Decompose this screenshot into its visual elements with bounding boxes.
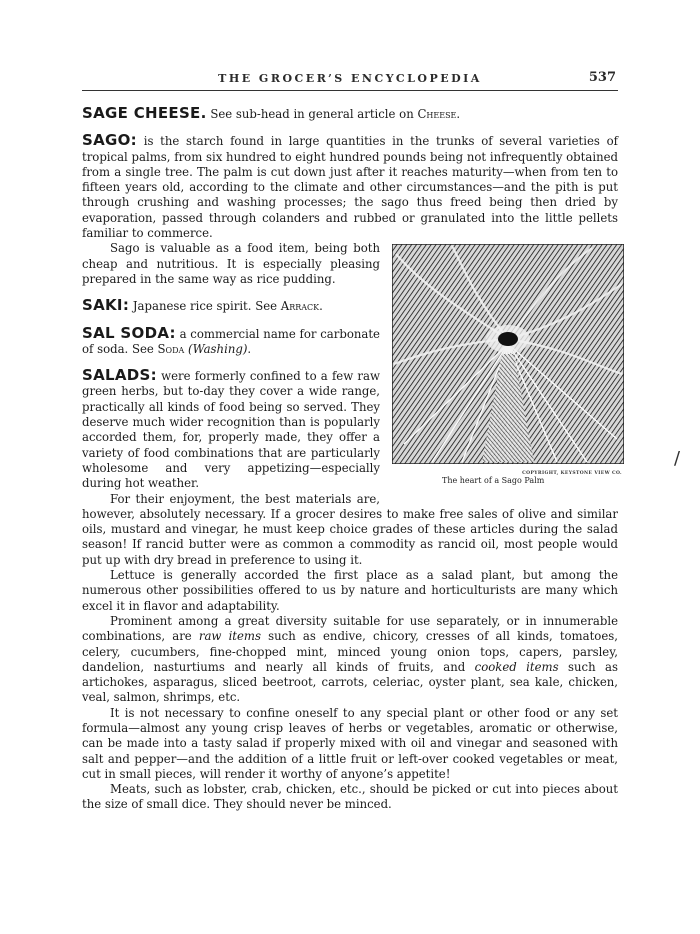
- salads-paragraph-3: Lettuce is generally accorded the first place as a salad plant, but among the numerous other possibilities offered to us by nature and horticulturists are many which excel it in flavor and adaptability.: [82, 568, 618, 613]
- entry-text: See sub-head in general article on: [206, 107, 418, 121]
- headword-saki: SAKI:: [82, 296, 130, 315]
- entry-text: Prominent among a great diversity suitable for use separately, or in innumerable combinations, are: [82, 613, 618, 644]
- salads-paragraph-4: [82, 614, 618, 706]
- entry-sage-cheese: [82, 106, 618, 122]
- entry-text: such as endive, chicory, cresses of all kinds, tomatoes, celery, cucumbers, fine-chopped mint, minced young onion tops, capers, parsley, dandelion, nasturtiums and nearly all kinds of fruits, and: [82, 629, 618, 674]
- entry-text: a commercial name for carbonate of soda. See: [82, 326, 380, 356]
- article-body: [82, 100, 622, 813]
- entry-text: .: [319, 299, 323, 314]
- figure-caption: The heart of a Sago Palm: [442, 476, 545, 486]
- entry-text: .: [456, 107, 461, 121]
- photo-credit: COPYRIGHT, KEYSTONE VIEW CO.: [522, 471, 622, 477]
- running-head: [82, 70, 618, 91]
- cross-reference-italic: (Washing): [188, 341, 248, 356]
- headword-sage-cheese: SAGE CHEESE.: [82, 104, 207, 122]
- headword-sal-soda: SAL SODA:: [82, 323, 176, 342]
- salads-paragraph-6: Meats, such as lobster, crab, chicken, etc., should be picked or cut into pieces about the size of small dice. They should never be minced.: [82, 782, 618, 812]
- sago-palm-figure: [392, 244, 624, 488]
- emphasis-raw-items: raw items: [198, 629, 261, 644]
- headword-sago: SAGO:: [82, 131, 137, 150]
- cross-reference: Cheese: [417, 107, 457, 121]
- entry-text: such as artichokes, asparagus, sliced beetroot, carrots, celeriac, oyster plant, sea kale, chicken, veal, salmon, shrimps, etc.: [82, 659, 619, 705]
- entry-text: is the starch found in large quantities in the trunks of several varieties of tropical palms, from six hundred to eight hundred pounds being not infrequently obtained from a single tree. The palm is cut down just after it reaches maturity—when from ten to fifteen years old, according to the climate and other circumstances—and the pith is put through crushing and washing processes; the sago thus freed being then dried by evaporation, passed through colanders and rubbed or granulated into the little pellets familiar to commerce.: [82, 134, 618, 241]
- emphasis-cooked-items: cooked items: [474, 659, 559, 674]
- sago-paragraph-2: Sago is valuable as a food item, being both cheap and nutritious. It is especially pleasing prepared in the same way as rice pudding.: [82, 241, 380, 286]
- running-title: THE GROCER’S ENCYCLOPEDIA: [218, 72, 482, 85]
- margin-pencil-mark: /: [674, 448, 681, 469]
- entry-text: were formerly confined to a few raw green herbs, but to-day they cover a wide range, practically all kinds of food being so served. They deserve much wider recognition than is popularly accorded them, for, properly made, they offer a variety of food combinations that are particularly wholesome and very appetizing—especially during hot weather.: [82, 369, 380, 491]
- entry-text: .: [247, 341, 252, 356]
- cross-reference: Arrack: [280, 299, 320, 314]
- cross-reference: Soda: [157, 341, 185, 356]
- entry-sago: [82, 133, 618, 241]
- entry-text: Japanese rice spirit. See: [129, 299, 281, 314]
- salads-paragraph-2: For their enjoyment, the best materials are, however, absolutely necessary. If a grocer desires to make free sales of olive and similar oils, mustard and vinegar, he must keep choice grades of these articles during the salad season! If rancid butter were as common a commodity as rancid oil, most people would put up with dry bread in preference to using it.: [82, 491, 618, 567]
- sago-palm-photo: [392, 244, 624, 464]
- page-number: 537: [588, 70, 616, 85]
- salads-paragraph-5: It is not necessary to confine oneself to any special plant or other food or any set formula—almost any young crisp leaves of herbs or vegetables, aromatic or otherwise, can be made into a tasty salad if properly mixed with oil and vinegar and seasoned with salt and pepper—and the addition of a little fruit or left-over cooked vegetables or meat, cut in small pieces, will render it worthy of anyone’s appetite!: [82, 705, 618, 781]
- headword-salads: SALADS:: [82, 366, 157, 385]
